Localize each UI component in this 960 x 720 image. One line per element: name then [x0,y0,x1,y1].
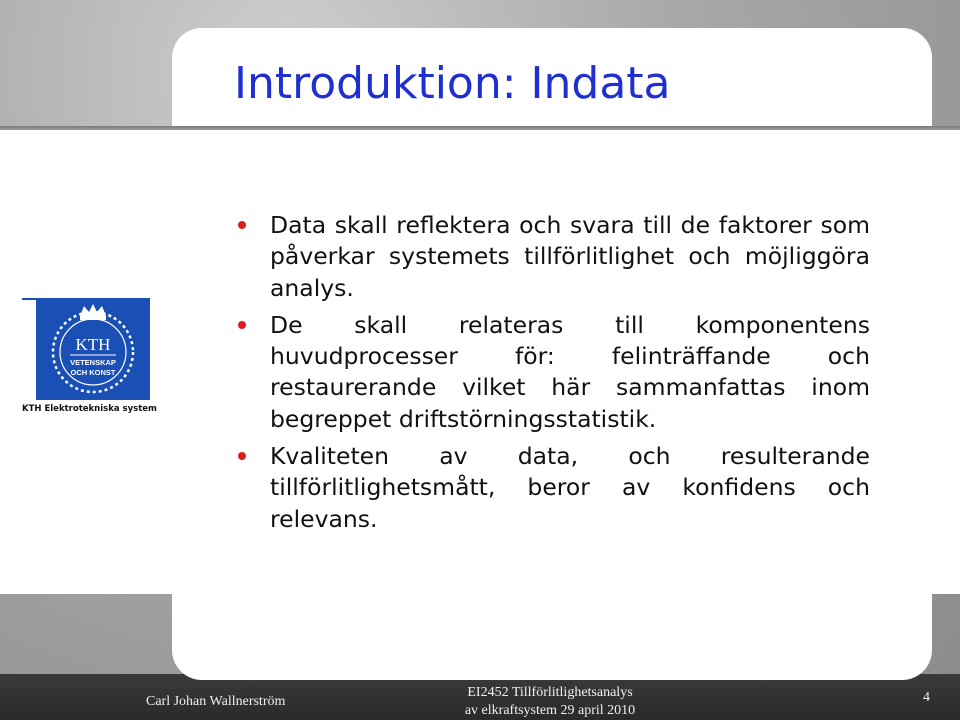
bullet-item [236,210,870,304]
bullet-list [236,210,870,541]
bullet-item [236,310,870,435]
logo-caption: KTH Elektrotekniska system [22,404,157,414]
bullet-text: De skall relateras till komponentens huvudprocesser för: felinträffande och restaurerande vilket här sammanfattas inom begreppet driftstörningsstatistik. [270,310,870,433]
bullet-dot-icon [238,221,246,229]
title-divider [0,126,960,130]
logo-kth-text: KTH [75,335,111,354]
kth-crest-icon [36,298,150,400]
footer-author: Carl Johan Wallnerström [146,694,286,709]
footer-course-line1: EI2452 Tillförlitlighetsanalys [467,685,633,700]
bullet-text: Kvaliteten av data, och resulterande tillförlitlighetsmått, beror av konfidens och relevans. [270,442,870,533]
slide-title-text: Introduktion: Indata [234,58,671,109]
page-number: 4 [923,690,930,705]
kth-logo [22,298,157,420]
logo-line3-text: OCH KONST [70,368,116,377]
bullet-text: Data skall reflektera och svara till de faktorer som påverkar systemets tillförlitlighet och möjliggöra analys. [270,211,870,302]
logo-line2-text: VETENSKAP [70,358,116,367]
bullet-item [236,441,870,535]
bullet-dot-icon [238,452,246,460]
footer-course [420,684,680,720]
footer-course-line2: av elkraftsystem 29 april 2010 [464,703,636,718]
kth-emblem [36,298,150,400]
logo-rule [22,298,36,404]
bullet-dot-icon [238,321,246,329]
